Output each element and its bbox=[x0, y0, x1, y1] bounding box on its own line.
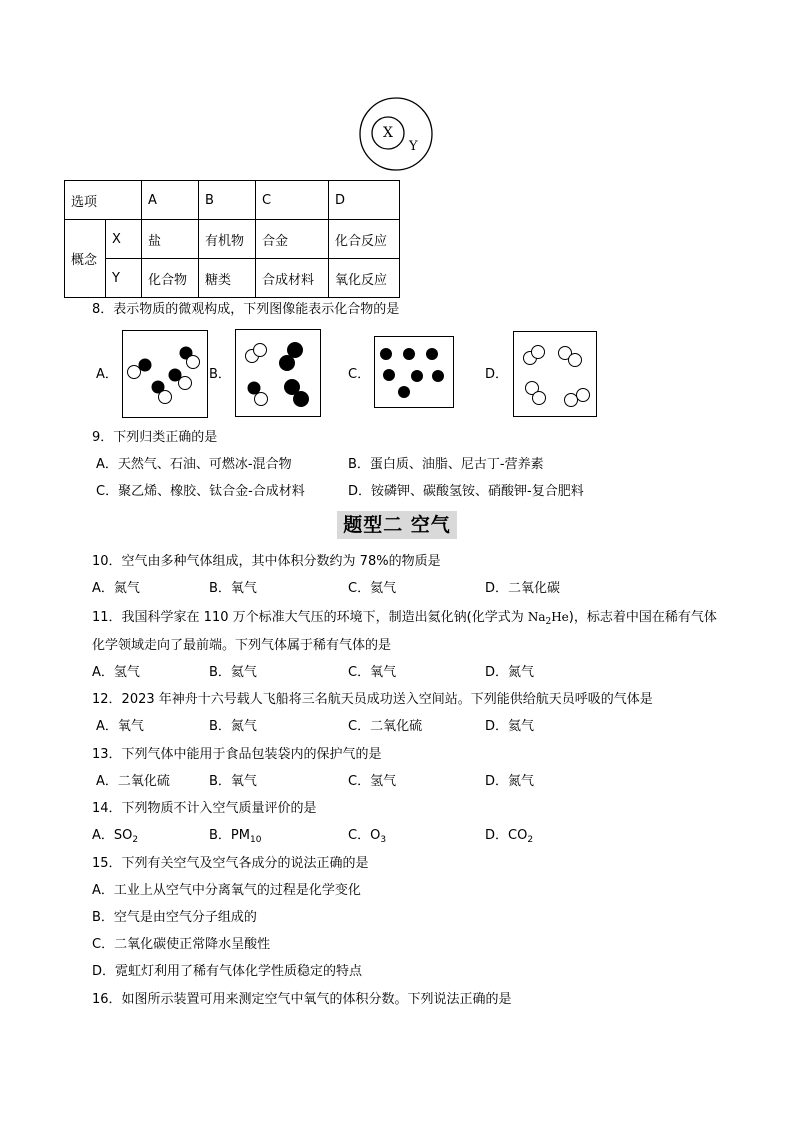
table-header-cell: D bbox=[329, 181, 400, 220]
table-header-cell: C bbox=[256, 181, 329, 220]
q14-option-a-subscript: 2 bbox=[132, 835, 139, 845]
q11-option-d: D．氮气 bbox=[485, 665, 535, 680]
table-cell: 化合反应 bbox=[329, 220, 400, 259]
q14-option-c-text: C．O bbox=[348, 828, 381, 843]
table-cell: 盐 bbox=[142, 220, 199, 259]
table-cell: 化合物 bbox=[142, 259, 199, 298]
table-row bbox=[65, 259, 400, 298]
q15-option-b: B．空气是由空气分子组成的 bbox=[92, 910, 257, 925]
q12-option-c: C．二氧化硫 bbox=[348, 719, 423, 734]
q11-option-c: C．氧气 bbox=[348, 665, 397, 680]
q8-option-c-image bbox=[374, 336, 454, 408]
q11-stem-part-b: )，标志着中国在稀有气体 bbox=[568, 610, 717, 625]
question-14-stem: 14．下列物质不计入空气质量评价的是 bbox=[92, 801, 317, 816]
q8-option-a-label: A． bbox=[96, 367, 118, 382]
q14-option-c bbox=[348, 827, 386, 845]
q14-option-d bbox=[485, 827, 533, 845]
table-row-group-label: 概念 bbox=[65, 220, 106, 298]
concept-table bbox=[64, 180, 400, 298]
q10-option-a: A．氮气 bbox=[92, 581, 140, 596]
q15-option-a: A．工业上从空气中分离氧气的过程是化学变化 bbox=[92, 883, 361, 898]
table-cell: 有机物 bbox=[199, 220, 256, 259]
q15-option-d: D．霓虹灯利用了稀有气体化学性质稳定的特点 bbox=[92, 964, 363, 979]
q11-stem-part-a: 11．我国科学家在 110 万个标准大气压的环境下，制造出氦化钠(化学式为 bbox=[92, 610, 528, 625]
q14-option-a bbox=[92, 827, 138, 845]
q12-option-d: D．氦气 bbox=[485, 719, 535, 734]
table-header-cell: A bbox=[142, 181, 199, 220]
question-11-stem bbox=[92, 608, 717, 627]
q11-option-b: B．氦气 bbox=[209, 665, 257, 680]
q11-formula-na: Na bbox=[527, 610, 546, 624]
table-row-key: X bbox=[106, 220, 142, 259]
venn-outer-label: Y bbox=[409, 139, 418, 154]
question-12-stem: 12．2023 年神舟十六号载人飞船将三名航天员成功送入空间站。下列能供给航天员呼吸的气体是 bbox=[92, 692, 653, 707]
q10-option-d: D．二氧化碳 bbox=[485, 581, 561, 596]
q14-option-b-subscript: 10 bbox=[249, 835, 262, 845]
table-header-cell: 选项 bbox=[65, 181, 142, 220]
q14-option-b bbox=[209, 827, 261, 845]
q13-option-a: A．二氧化硫 bbox=[96, 774, 170, 789]
q10-option-c: C．氦气 bbox=[348, 581, 397, 596]
q9-option-a: A．天然气、石油、可燃冰-混合物 bbox=[96, 457, 292, 472]
q11-formula-subscript: 2 bbox=[545, 617, 552, 627]
table-cell: 氧化反应 bbox=[329, 259, 400, 298]
question-9-stem: 9．下列归类正确的是 bbox=[92, 430, 218, 445]
table-row bbox=[65, 220, 400, 259]
q12-option-b: B．氮气 bbox=[209, 719, 257, 734]
q9-option-b: B．蛋白质、油脂、尼古丁-营养素 bbox=[348, 457, 544, 472]
q13-option-c: C．氢气 bbox=[348, 774, 397, 789]
q11-option-a: A．氢气 bbox=[92, 665, 140, 680]
question-13-stem: 13．下列气体中能用于食品包装袋内的保护气的是 bbox=[92, 747, 382, 762]
question-15-stem: 15．下列有关空气及空气各成分的说法正确的是 bbox=[92, 856, 369, 871]
q8-option-a-image bbox=[122, 330, 208, 418]
q8-option-c-label: C． bbox=[348, 367, 371, 382]
venn-outer-circle bbox=[360, 98, 432, 170]
q14-option-a-text: A．SO bbox=[92, 828, 133, 843]
q9-option-d: D．铵磷钾、碳酸氢铵、硝酸钾-复合肥料 bbox=[348, 484, 584, 499]
venn-inner-label: X bbox=[383, 125, 393, 141]
venn-diagram bbox=[358, 96, 434, 172]
section-title: 题型二 空气 bbox=[337, 511, 457, 539]
q9-option-c: C．聚乙烯、橡胶、钛合金-合成材料 bbox=[96, 484, 305, 499]
question-11-stem-line2: 化学领域走向了最前端。下列气体属于稀有气体的是 bbox=[92, 638, 392, 653]
q13-option-b: B．氧气 bbox=[209, 774, 257, 789]
q8-option-d-image bbox=[513, 331, 597, 417]
table-header-cell: B bbox=[199, 181, 256, 220]
q15-option-c: C．二氧化碳使正常降水呈酸性 bbox=[92, 937, 271, 952]
q14-option-d-subscript: 2 bbox=[527, 835, 534, 845]
q14-option-b-text: B．PM bbox=[209, 828, 250, 843]
q8-option-b-label: B． bbox=[209, 367, 231, 382]
table-header-row bbox=[65, 181, 400, 220]
q8-option-d-label: D． bbox=[485, 367, 509, 382]
table-cell: 合成材料 bbox=[256, 259, 329, 298]
table-cell: 糖类 bbox=[199, 259, 256, 298]
q14-option-c-subscript: 3 bbox=[380, 835, 387, 845]
table-cell: 合金 bbox=[256, 220, 329, 259]
q8-option-b-image bbox=[235, 329, 321, 417]
q10-option-b: B．氧气 bbox=[209, 581, 257, 596]
q13-option-d: D．氮气 bbox=[485, 774, 535, 789]
question-16-stem: 16．如图所示装置可用来测定空气中氧气的体积分数。下列说法正确的是 bbox=[92, 992, 512, 1007]
q14-option-d-text: D．CO bbox=[485, 828, 528, 843]
q11-formula bbox=[527, 610, 569, 627]
question-10-stem: 10．空气由多种气体组成，其中体积分数约为 78%的物质是 bbox=[92, 554, 441, 569]
question-8-stem: 8．表示物质的微观构成，下列图像能表示化合物的是 bbox=[92, 302, 400, 317]
q12-option-a: A．氧气 bbox=[96, 719, 144, 734]
q11-formula-he: He bbox=[551, 610, 569, 624]
table-row-key: Y bbox=[106, 259, 142, 298]
